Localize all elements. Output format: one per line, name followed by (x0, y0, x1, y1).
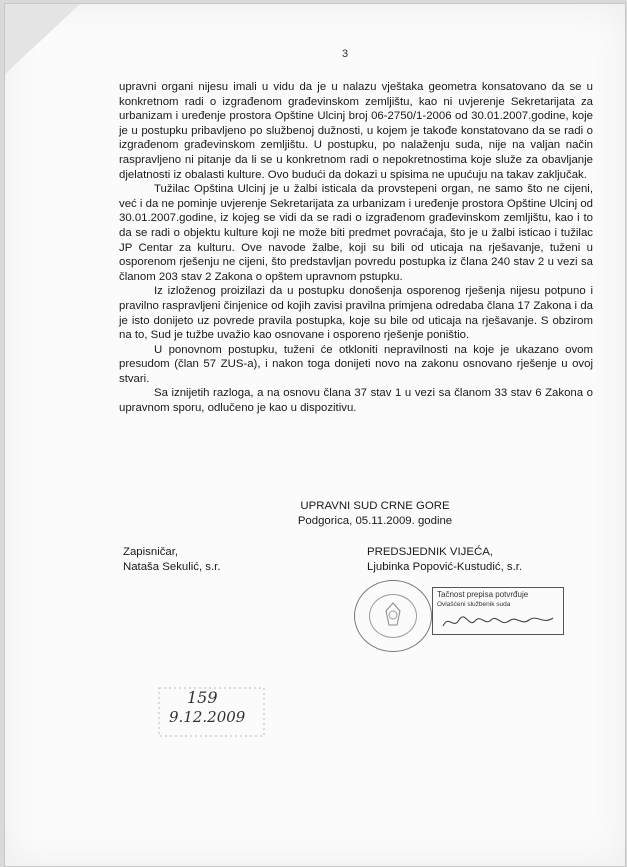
handwritten-date: 9.12.2009 (169, 708, 246, 726)
clerk-role: Zapisničar, (123, 546, 179, 558)
court-place-date: Podgorica, 05.11.2009. godine (297, 515, 453, 527)
stamp-line-2: Ovlašćeni službenik suda (437, 601, 511, 608)
folded-corner (5, 4, 80, 74)
court-block (275, 499, 475, 529)
document-page (4, 3, 626, 867)
handwritten-note (155, 684, 270, 740)
certification-stamp (432, 587, 564, 635)
clerk-block (123, 545, 221, 575)
clerk-name: Nataša Sekulić, s.r. (123, 561, 221, 573)
paragraph: Sa iznijetih razloga, a na osnovu člana 37 stav 1 u vezi sa članom 33 stav 6 Zakona o upravnom sporu, odlučeno je kao u dispozitivu. (119, 387, 593, 415)
paragraph: Iz izloženog proizilazi da u postupku donošenja osporenog rješenja nijesu potpuno i pravilno raspravljeni činjenice od kojih zavisi pravilna primjena odredaba člana 17 Zakona i da je isto donijeto uz povrede pravila postupka, koje su bile od uticaja na rješavanje. S obzirom na to, Sud je tužbe uvažio kao osnovane i osporeno rješenje poništio. (119, 285, 593, 342)
court-seal-stamp (354, 580, 432, 652)
judge-name: Ljubinka Popović-Kustudić, s.r. (367, 561, 523, 573)
seal-emblem (369, 594, 417, 638)
paragraph: upravni organi nijesu imali u vidu da je u nalazu vještaka geometra konsatovano da se u konkretnom radi o izgrađenom građevinskom zemljištu, kao ni uvjerenje Sekretarijata za urbanizam i uređenje prostora Opštine Ulcinj broj 06-2750/1-2006 od 30.01.2007.godine, koje je u postupku pribavljeno po službenoj dužnosti, u kojem je takođe konstatovano da se radi o izgrađenom građevinskom zemljištu. U postupku, po nalaženju suda, nije na valjan način raspravljeno ni pitanje da li se u konkretnom radi o nepokretnostima koje služe za obavljanje djelatnosti iz obalasti kulture. Ovo budući da dokazi u spisima ne upućuju na takav zaključak. (119, 81, 593, 181)
paragraph: Tužilac Opština Ulcinj je u žalbi isticala da provstepeni organ, ne samo što ne cijeni, već i da ne pominje uvjerenje Sekretarijata za urbanizam i uređenje prostora Opštine Ulcinj od 30.01.2007.godine, iz kojeg se vidi da se radi o izgrađenom građevinskom zemljištu, kao i to da se radi o objektu kulture koji ne može biti predmet povraćaja, što je u žalbi isticao i tužilac JP Centar za kulturu. Ove navode žalbe, koji su bili od uticaja na rješavanje, tuženi u osporenom rješenju ne cijeni, što predstavljan povredu postupka iz člana 240 stav 2 u vezi sa članom 203 stav 2 Zakona o opštem upravnom pstupku. (119, 183, 593, 283)
stamp-line-1: Tačnost prepisa potvrđuje (437, 590, 529, 599)
judge-block (367, 545, 522, 575)
court-name: UPRAVNI SUD CRNE GORE (300, 500, 450, 512)
handwritten-number: 159 (187, 688, 218, 707)
paragraph: U ponovnom postupku, tuženi će otkloniti nepravilnosti na koje je ukazano ovom presudom (član 57 ZUS-a), i nakon toga donijeti novo na zakonu osnovano rješenje u ovoj stvari. (119, 343, 593, 385)
document-body (119, 80, 593, 416)
handwritten-signature (439, 612, 557, 632)
page-number: 3 (342, 48, 349, 60)
judge-role: PREDSJEDNIK VIJEĆA, (367, 546, 493, 558)
